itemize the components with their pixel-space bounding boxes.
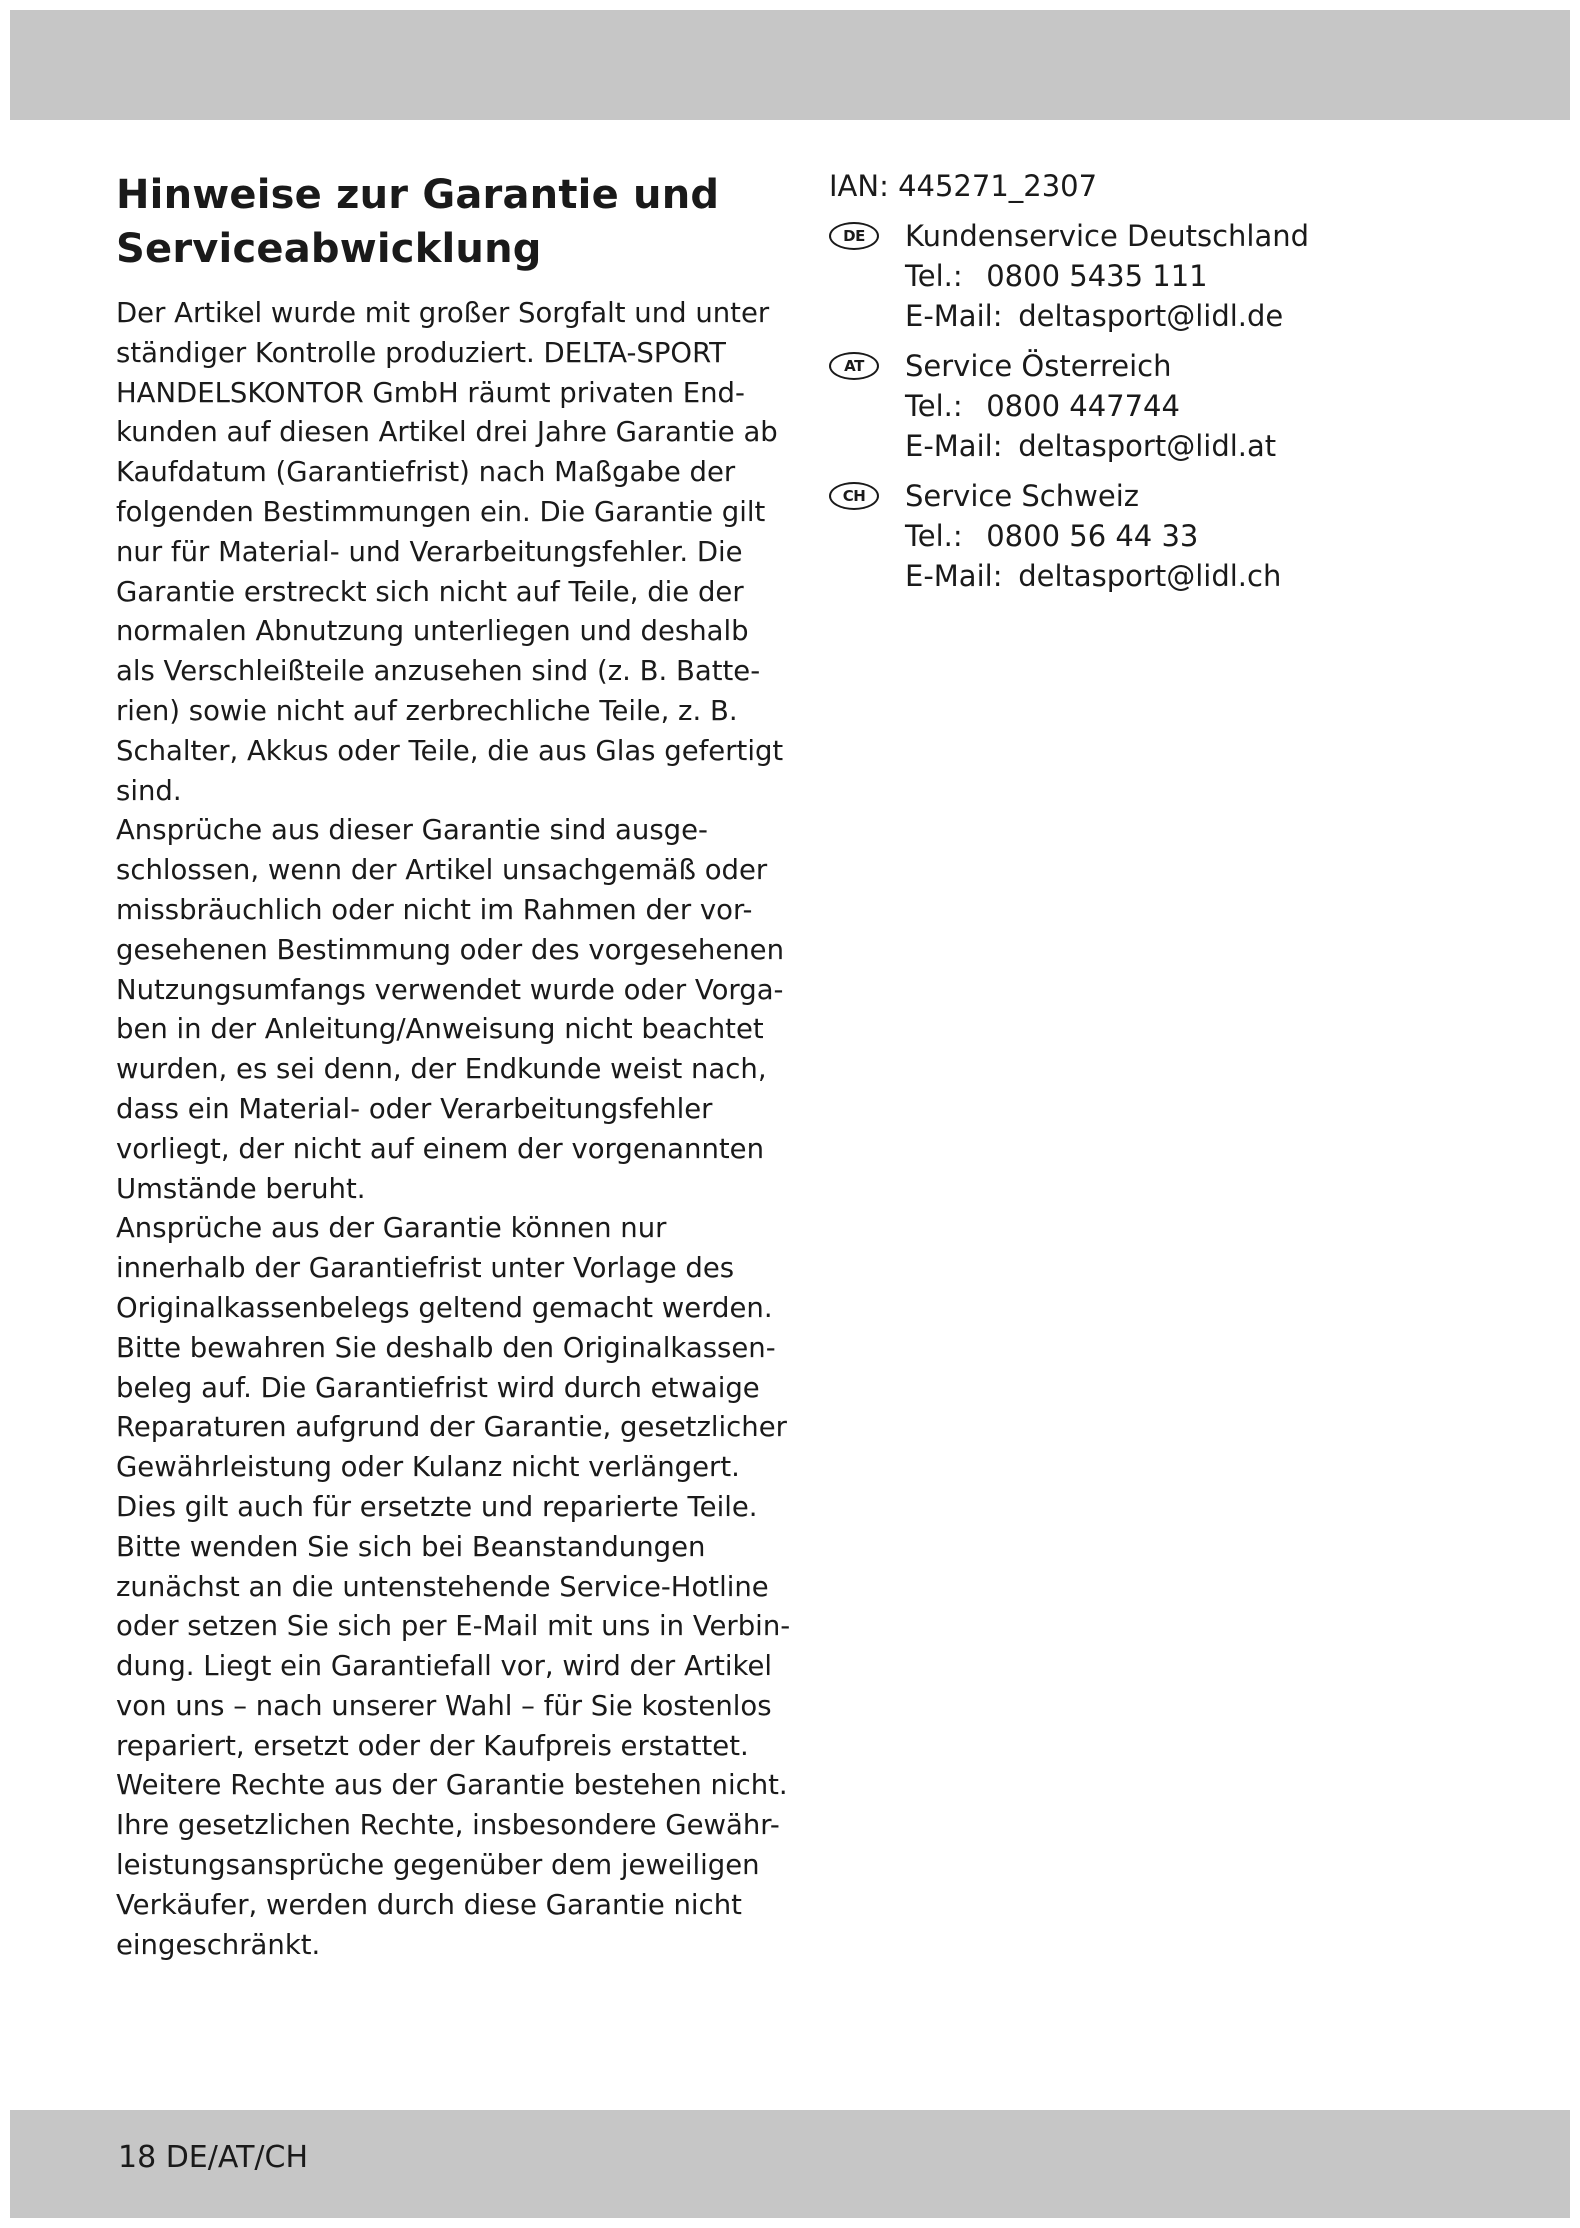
body-line: von uns – nach unserer Wahl – für Sie kostenlos xyxy=(116,1689,772,1722)
email-address: deltasport@lidl.at xyxy=(1018,429,1277,463)
body-line: Gewährleistung oder Kulanz nicht verlängert. xyxy=(116,1451,740,1484)
email-address: deltasport@lidl.de xyxy=(1018,299,1284,333)
body-line: Kaufdatum (Garantiefrist) nach Maßgabe der xyxy=(116,456,736,489)
body-line: innerhalb der Garantiefrist unter Vorlage des xyxy=(116,1252,735,1285)
body-line: Ansprüche aus dieser Garantie sind ausge- xyxy=(116,814,708,847)
body-line: Bitte wenden Sie sich bei Beanstandungen xyxy=(116,1530,706,1563)
body-line: Umstände beruht. xyxy=(116,1172,366,1205)
body-line: Schalter, Akkus oder Teile, die aus Glas gefertigt xyxy=(116,734,784,767)
email-label: E-Mail: xyxy=(905,429,1003,463)
warranty-section xyxy=(116,168,791,1965)
body-line: Reparaturen aufgrund der Garantie, gesetzlicher xyxy=(116,1411,787,1444)
body-line: Ansprüche aus der Garantie können nur xyxy=(116,1212,667,1245)
service-phone-line xyxy=(905,386,1549,426)
body-line: oder setzen Sie sich per E-Mail mit uns in Verbin- xyxy=(116,1610,791,1643)
country-ch-icon: CH xyxy=(829,482,879,510)
body-line: Originalkassenbelegs geltend gemacht werden. xyxy=(116,1291,773,1324)
body-line: normalen Abnutzung unterliegen und deshalb xyxy=(116,615,749,648)
service-block-at xyxy=(829,346,1549,466)
service-email-line xyxy=(905,426,1549,466)
body-line: nur für Material- und Verarbeitungsfehler. Die xyxy=(116,535,743,568)
service-contacts xyxy=(829,166,1549,606)
tel-number: 0800 5435 111 xyxy=(986,259,1208,293)
tel-number: 0800 56 44 33 xyxy=(986,519,1199,553)
heading-line: Hinweise zur Garantie und xyxy=(116,172,720,218)
service-block-de xyxy=(829,216,1549,336)
body-line: als Verschleißteile anzusehen sind (z. B. Batte- xyxy=(116,655,761,688)
email-address: deltasport@lidl.ch xyxy=(1018,559,1282,593)
body-line: missbräuchlich oder nicht im Rahmen der vor- xyxy=(116,893,753,926)
body-line: Verkäufer, werden durch diese Garantie nicht xyxy=(116,1888,742,1921)
body-line: dass ein Material- oder Verarbeitungsfehler xyxy=(116,1092,713,1125)
body-line: wurden, es sei denn, der Endkunde weist nach, xyxy=(116,1053,767,1086)
body-line: dung. Liegt ein Garantiefall vor, wird der Artikel xyxy=(116,1650,772,1683)
body-line: HANDELSKONTOR GmbH räumt privaten End- xyxy=(116,376,745,409)
service-name: Service Schweiz xyxy=(905,479,1139,513)
service-email-line xyxy=(905,556,1549,596)
email-label: E-Mail: xyxy=(905,299,1003,333)
service-name: Kundenservice Deutschland xyxy=(905,219,1310,253)
tel-label: Tel.: xyxy=(905,259,963,293)
body-line: sind. xyxy=(116,774,182,807)
body-line: rien) sowie nicht auf zerbrechliche Teile, z. B. xyxy=(116,694,738,727)
body-line: beleg auf. Die Garantiefrist wird durch etwaige xyxy=(116,1371,760,1404)
body-line: Dies gilt auch für ersetzte und reparierte Teile. xyxy=(116,1490,758,1523)
body-line: ständiger Kontrolle produziert. DELTA-SPORT xyxy=(116,336,726,369)
email-label: E-Mail: xyxy=(905,559,1003,593)
body-line: kunden auf diesen Artikel drei Jahre Garantie ab xyxy=(116,416,778,449)
body-line: Der Artikel wurde mit großer Sorgfalt und unter xyxy=(116,297,770,329)
service-phone-line xyxy=(905,256,1549,296)
body-line: Garantie erstreckt sich nicht auf Teile, die der xyxy=(116,575,744,608)
tel-label: Tel.: xyxy=(905,519,963,553)
heading-line: Serviceabwicklung xyxy=(116,226,542,272)
body-line: Weitere Rechte aus der Garantie bestehen nicht. xyxy=(116,1769,788,1802)
service-email-line xyxy=(905,296,1549,336)
body-line: Bitte bewahren Sie deshalb den Originalkassen- xyxy=(116,1331,776,1364)
body-line: Ihre gesetzlichen Rechte, insbesondere Gewähr- xyxy=(116,1809,780,1842)
body-line: vorliegt, der nicht auf einem der vorgenannten xyxy=(116,1132,765,1165)
tel-number: 0800 447744 xyxy=(986,389,1180,423)
warranty-body-text xyxy=(116,294,791,1965)
ian-number: IAN: 445271_2307 xyxy=(829,169,1098,203)
body-line: gesehenen Bestimmung oder des vorgesehenen xyxy=(116,933,785,966)
country-at-icon: AT xyxy=(829,352,879,380)
body-line: eingeschränkt. xyxy=(116,1928,321,1961)
body-line: zunächst an die untenstehende Service-Hotline xyxy=(116,1570,769,1603)
country-de-icon: DE xyxy=(829,222,879,250)
body-line: Nutzungsumfangs verwendet wurde oder Vorga- xyxy=(116,973,784,1006)
body-line: leistungsansprüche gegenüber dem jeweiligen xyxy=(116,1849,760,1882)
service-phone-line xyxy=(905,516,1549,556)
body-line: ben in der Anleitung/Anweisung nicht beachtet xyxy=(116,1013,764,1046)
page-number: 18 DE/AT/CH xyxy=(118,2140,309,2175)
body-line: folgenden Bestimmungen ein. Die Garantie gilt xyxy=(116,495,766,528)
section-heading xyxy=(116,168,756,276)
body-line: repariert, ersetzt oder der Kaufpreis erstattet. xyxy=(116,1729,749,1762)
service-name: Service Österreich xyxy=(905,349,1172,383)
header-band xyxy=(10,10,1570,120)
tel-label: Tel.: xyxy=(905,389,963,423)
service-block-ch xyxy=(829,476,1549,596)
body-line: schlossen, wenn der Artikel unsachgemäß oder xyxy=(116,854,768,887)
